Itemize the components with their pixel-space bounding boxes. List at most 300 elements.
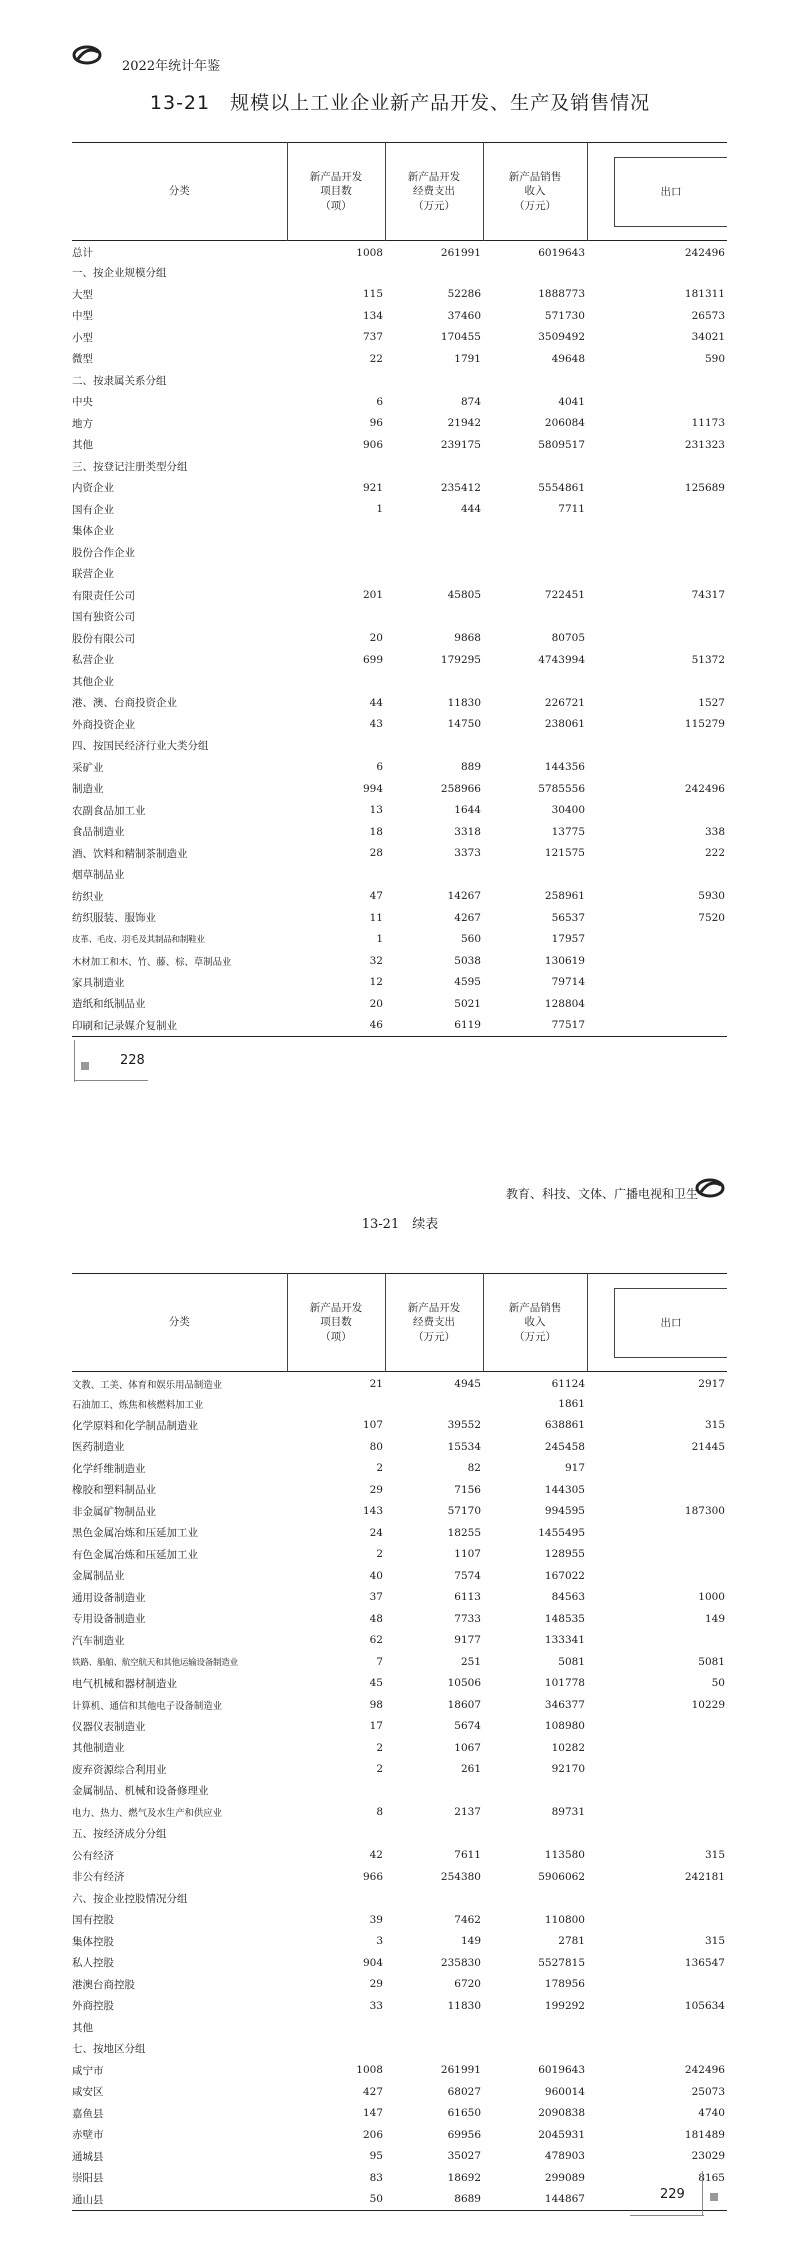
table-row — [72, 1759, 727, 1781]
table-row — [72, 1479, 727, 1501]
cell-expense: 889 — [460, 761, 481, 774]
cell-projects: 48 — [369, 1612, 383, 1625]
cell-revenue: 30400 — [551, 804, 585, 817]
row-label: 其他企业 — [72, 675, 114, 688]
cell-export: 7520 — [698, 911, 725, 924]
cell-expense: 235830 — [440, 1956, 481, 1969]
row-label: 家具制造业 — [72, 976, 125, 989]
row-label: 港、澳、台商投资企业 — [72, 697, 177, 710]
cell-expense: 261991 — [440, 2064, 481, 2077]
table-row — [72, 2060, 727, 2082]
table-row — [72, 434, 727, 456]
cell-revenue: 144867 — [483, 2189, 587, 2211]
table-row — [72, 2124, 727, 2146]
table-row — [72, 606, 727, 628]
row-label: 中型 — [72, 310, 93, 323]
cell-expense: 11830 — [447, 696, 481, 709]
row-label: 通山县 — [72, 2189, 287, 2211]
row-label: 纺织服装、服饰业 — [72, 912, 156, 925]
cell-projects: 24 — [369, 1526, 383, 1539]
cell-revenue: 17957 — [551, 933, 585, 946]
cell-export — [587, 628, 727, 650]
cell-revenue — [483, 542, 587, 564]
cell-revenue: 5809517 — [538, 438, 585, 451]
data-table — [72, 1273, 727, 2211]
cell-expense: 149 — [460, 1935, 481, 1948]
cell-projects: 6 — [376, 395, 383, 408]
row-label: 股份有限公司 — [72, 632, 135, 645]
cell-expense: 7574 — [454, 1569, 481, 1582]
cell-export — [587, 1458, 727, 1480]
cell-export: 21445 — [691, 1440, 725, 1453]
cell-projects — [287, 2017, 385, 2039]
cell-projects: 96 — [369, 417, 383, 430]
table-row — [72, 1673, 727, 1695]
page-number: 228 — [120, 1053, 145, 1068]
cell-projects: 37 — [369, 1591, 383, 1604]
cell-revenue: 77517 — [483, 1015, 587, 1037]
table-row — [72, 262, 727, 284]
cell-export: 181489 — [684, 2128, 725, 2141]
row-label: 私营企业 — [72, 654, 114, 667]
cell-projects: 7 — [376, 1655, 383, 1668]
cell-expense: 179295 — [440, 653, 481, 666]
header-projects: 新产品开发 项目数 （项） — [287, 143, 385, 241]
table-row — [72, 2017, 727, 2039]
cell-expense: 261 — [460, 1763, 481, 1776]
cell-expense: 39552 — [447, 1419, 481, 1432]
table-row — [72, 1415, 727, 1437]
cell-revenue: 478903 — [544, 2150, 585, 2163]
table-row — [72, 585, 727, 607]
header-export: 出口 — [614, 157, 727, 227]
cell-export — [587, 262, 727, 284]
cell-projects: 1 — [376, 933, 383, 946]
cell-projects: 2 — [376, 1548, 383, 1561]
cell-projects — [287, 1393, 385, 1415]
cell-export: 4740 — [698, 2107, 725, 2120]
row-label: 内资企业 — [72, 482, 114, 495]
row-label: 外商投资企业 — [72, 718, 135, 731]
row-label: 计算机、通信和其他电子设备制造业 — [72, 1700, 223, 1712]
cell-revenue: 206084 — [544, 417, 585, 430]
row-label: 金属制品、机械和设备修理业 — [72, 1785, 209, 1798]
cell-revenue: 128804 — [544, 997, 585, 1010]
row-label: 橡胶和塑料制品业 — [72, 1484, 156, 1497]
cell-expense: 239175 — [440, 438, 481, 451]
cell-revenue: 113580 — [544, 1849, 585, 1862]
cell-revenue: 5081 — [558, 1655, 585, 1668]
cell-projects: 98 — [369, 1698, 383, 1711]
cell-export — [587, 735, 727, 757]
cell-expense — [385, 262, 483, 284]
cell-expense: 18255 — [447, 1526, 481, 1539]
row-label: 食品制造业 — [72, 826, 125, 839]
table-row — [72, 1372, 727, 1394]
cell-revenue: 56537 — [551, 911, 585, 924]
cell-revenue — [483, 2038, 587, 2060]
cell-projects: 20 — [369, 632, 383, 645]
row-label: 化学原料和化学制品制造业 — [72, 1419, 198, 1432]
cell-projects: 18 — [369, 825, 383, 838]
cell-revenue: 4743994 — [538, 653, 585, 666]
cell-expense: 7462 — [454, 1913, 481, 1926]
cell-expense — [385, 606, 483, 628]
row-label: 其他 — [72, 439, 93, 452]
row-label: 通用设备制造业 — [72, 1591, 146, 1604]
cell-expense: 5038 — [454, 954, 481, 967]
cell-export — [587, 972, 727, 994]
cell-export: 181311 — [684, 288, 725, 301]
cell-export: 25073 — [691, 2085, 725, 2098]
cell-export: 26573 — [691, 309, 725, 322]
page-corner-line — [74, 1040, 75, 1082]
cell-projects: 62 — [369, 1634, 383, 1647]
row-label: 铁路、船舶、航空航天和其他运输设备制造业 — [72, 1657, 238, 1668]
cell-export: 136547 — [684, 1956, 725, 1969]
cell-revenue: 6019643 — [538, 246, 585, 259]
cell-revenue — [483, 520, 587, 542]
cell-expense: 6720 — [454, 1978, 481, 1991]
cell-expense: 15534 — [447, 1440, 481, 1453]
cell-projects: 1008 — [356, 2064, 383, 2077]
cell-export: 2917 — [698, 1377, 725, 1390]
cell-export — [587, 800, 727, 822]
cell-export — [587, 950, 727, 972]
cell-projects — [287, 735, 385, 757]
row-label: 公有经济 — [72, 1849, 114, 1862]
cell-expense: 4595 — [454, 976, 481, 989]
cell-export: 590 — [704, 352, 725, 365]
cell-expense: 251 — [460, 1655, 481, 1668]
table-row — [72, 671, 727, 693]
cell-revenue: 49648 — [551, 352, 585, 365]
page-corner-mark — [710, 2193, 718, 2201]
cell-expense: 235412 — [440, 481, 481, 494]
table-row — [72, 1651, 727, 1673]
table-row — [72, 499, 727, 521]
row-label: 采矿业 — [72, 761, 104, 774]
row-label: 有限责任公司 — [72, 589, 135, 602]
cell-expense: 1107 — [454, 1548, 481, 1561]
table-row — [72, 305, 727, 327]
cell-export: 222 — [704, 847, 725, 860]
cell-revenue: 5785556 — [538, 782, 585, 795]
table-row — [72, 2167, 727, 2189]
cell-export — [587, 1974, 727, 1996]
row-label: 联营企业 — [72, 568, 114, 581]
yearbook-header: 2022年统计年鉴 — [122, 59, 221, 74]
row-label: 私人控股 — [72, 1957, 114, 1970]
cell-expense: 261991 — [440, 246, 481, 259]
cell-expense: 444 — [460, 503, 481, 516]
cell-projects: 134 — [362, 309, 383, 322]
header-expense: 新产品开发 经费支出 （万元） — [385, 1274, 483, 1372]
table-row — [72, 1458, 727, 1480]
cell-export — [587, 1759, 727, 1781]
cell-expense: 6119 — [385, 1015, 483, 1037]
row-label: 嘉鱼县 — [72, 2107, 104, 2120]
row-label: 电力、热力、燃气及水生产和供应业 — [72, 1808, 223, 1820]
table-row — [72, 1995, 727, 2017]
cell-export — [587, 929, 727, 951]
cell-projects: 201 — [362, 589, 383, 602]
cell-expense: 5021 — [454, 997, 481, 1010]
table-row — [72, 972, 727, 994]
cell-expense: 254380 — [440, 1870, 481, 1883]
header-category: 分类 — [72, 1274, 287, 1372]
cell-projects: 147 — [362, 2107, 383, 2120]
row-label: 有色金属冶炼和压延加工业 — [72, 1548, 198, 1561]
row-label: 金属制品业 — [72, 1570, 125, 1583]
row-label: 印刷和记录媒介复制业 — [72, 1015, 287, 1037]
table-row — [72, 456, 727, 478]
table-row — [72, 1845, 727, 1867]
cell-expense: 7733 — [454, 1612, 481, 1625]
cell-revenue: 1455495 — [538, 1526, 585, 1539]
row-label: 其他 — [72, 2021, 93, 2034]
cell-export — [587, 606, 727, 628]
table-row — [72, 1522, 727, 1544]
cell-revenue — [483, 2017, 587, 2039]
table-row — [72, 692, 727, 714]
header-export-group — [587, 1274, 727, 1372]
table-row — [72, 413, 727, 435]
row-label: 国有控股 — [72, 1914, 114, 1927]
cell-projects: 3 — [376, 1935, 383, 1948]
cell-projects: 28 — [369, 847, 383, 860]
cell-revenue: 638861 — [544, 1419, 585, 1432]
cell-expense — [385, 2017, 483, 2039]
table-row — [72, 714, 727, 736]
cell-export — [587, 1802, 727, 1824]
cell-projects: 699 — [362, 653, 383, 666]
cell-revenue: 258961 — [544, 890, 585, 903]
cell-export — [587, 2038, 727, 2060]
cell-expense: 874 — [460, 395, 481, 408]
data-table — [72, 142, 727, 1037]
table-row — [72, 241, 727, 263]
header-expense: 新产品开发 经费支出 （万元） — [385, 143, 483, 241]
cell-expense: 57170 — [447, 1505, 481, 1518]
row-label: 港澳台商控股 — [72, 1978, 135, 1991]
cell-projects: 29 — [369, 1978, 383, 1991]
row-label: 皮革、毛皮、羽毛及其制品和制鞋业 — [72, 935, 205, 946]
cell-expense: 4945 — [454, 1377, 481, 1390]
row-label: 赤壁市 — [72, 2129, 104, 2142]
table-row — [72, 1544, 727, 1566]
cell-export: 34021 — [691, 331, 725, 344]
cell-projects: 11 — [369, 911, 383, 924]
cell-revenue: 80705 — [551, 632, 585, 645]
cell-projects: 2 — [376, 1763, 383, 1776]
cell-revenue: 4041 — [558, 395, 585, 408]
cell-revenue: 101778 — [544, 1677, 585, 1690]
table-title: 13-21 续表 — [361, 1217, 439, 1232]
row-label: 电气机械和器材制造业 — [72, 1677, 177, 1690]
cell-projects: 427 — [362, 2085, 383, 2098]
row-label: 国有企业 — [72, 503, 114, 516]
cell-export — [587, 1544, 727, 1566]
cell-export: 115279 — [684, 718, 725, 731]
cell-export: 187300 — [684, 1505, 725, 1518]
cell-projects: 143 — [362, 1505, 383, 1518]
row-label: 总计 — [72, 247, 93, 259]
row-label: 通城县 — [72, 2150, 104, 2163]
row-label: 化学纤维制造业 — [72, 1462, 146, 1475]
cell-expense — [385, 1888, 483, 1910]
cell-expense: 5674 — [454, 1720, 481, 1733]
table-row — [72, 864, 727, 886]
cell-export — [587, 563, 727, 585]
cell-revenue: 1888773 — [538, 288, 585, 301]
cell-export: 51372 — [691, 653, 725, 666]
cell-expense: 1067 — [454, 1741, 481, 1754]
header-category: 分类 — [72, 143, 287, 241]
cell-projects: 40 — [369, 1569, 383, 1582]
row-label: 集体控股 — [72, 1935, 114, 1948]
cell-projects: 80 — [369, 1440, 383, 1453]
cell-projects: 12 — [369, 976, 383, 989]
cell-revenue: 5906062 — [538, 1870, 585, 1883]
row-label: 农副食品加工业 — [72, 804, 146, 817]
cell-export: 5081 — [698, 1655, 725, 1668]
row-label: 五、按经济成分分组 — [72, 1828, 167, 1841]
page-number: 229 — [660, 2187, 685, 2202]
cell-revenue: 10282 — [551, 1741, 585, 1754]
cell-expense: 4267 — [454, 911, 481, 924]
cell-expense: 69956 — [447, 2128, 481, 2141]
row-label: 废弃资源综合利用业 — [72, 1763, 167, 1776]
row-label: 六、按企业控股情况分组 — [72, 1892, 188, 1905]
cell-projects: 904 — [362, 1956, 383, 1969]
cell-export: 231323 — [684, 438, 725, 451]
row-label: 仪器仪表制造业 — [72, 1720, 146, 1733]
cell-revenue: 994595 — [544, 1505, 585, 1518]
table-row — [72, 563, 727, 585]
table-row — [72, 2189, 727, 2211]
cell-revenue — [483, 456, 587, 478]
cell-projects: 29 — [369, 1483, 383, 1496]
cell-revenue: 148535 — [544, 1612, 585, 1625]
cell-projects: 22 — [369, 352, 383, 365]
cell-revenue: 144356 — [544, 761, 585, 774]
cell-revenue: 960014 — [544, 2085, 585, 2098]
cell-export: 338 — [704, 825, 725, 838]
cell-revenue: 133341 — [544, 1634, 585, 1647]
table-row — [72, 1393, 727, 1415]
table-row — [72, 391, 727, 413]
cell-export — [587, 456, 727, 478]
row-label: 制造业 — [72, 783, 104, 796]
row-label: 中央 — [72, 396, 93, 409]
cell-export — [587, 1888, 727, 1910]
row-label: 崇阳县 — [72, 2172, 104, 2185]
cell-revenue: 13775 — [551, 825, 585, 838]
cell-export: 242496 — [684, 2064, 725, 2077]
cell-export: 23029 — [691, 2150, 725, 2163]
table-row — [72, 950, 727, 972]
table-row — [72, 327, 727, 349]
cell-expense: 18692 — [447, 2171, 481, 2184]
cell-revenue: 121575 — [544, 847, 585, 860]
cell-expense: 82 — [467, 1462, 481, 1475]
cell-projects — [287, 1780, 385, 1802]
cell-revenue: 144305 — [544, 1483, 585, 1496]
cell-expense: 35027 — [447, 2150, 481, 2163]
table-row — [72, 520, 727, 542]
cell-projects — [287, 542, 385, 564]
cell-projects: 44 — [369, 696, 383, 709]
cell-revenue: 571730 — [544, 309, 585, 322]
cell-projects: 13 — [369, 804, 383, 817]
cell-projects — [287, 606, 385, 628]
cell-projects: 20 — [369, 997, 383, 1010]
table-row — [72, 2146, 727, 2168]
cell-expense: 3373 — [454, 847, 481, 860]
cell-revenue: 346377 — [544, 1698, 585, 1711]
cell-projects — [287, 563, 385, 585]
row-label: 非金属矿物制品业 — [72, 1505, 156, 1518]
table-row — [72, 542, 727, 564]
row-label: 咸安区 — [72, 2086, 104, 2099]
cell-revenue — [483, 606, 587, 628]
cell-revenue — [483, 1780, 587, 1802]
cell-export — [587, 1737, 727, 1759]
cell-export — [587, 2017, 727, 2039]
cell-export: 50 — [711, 1677, 725, 1690]
cell-export — [587, 757, 727, 779]
cell-projects: 46 — [287, 1015, 385, 1037]
row-label: 黑色金属冶炼和压延加工业 — [72, 1527, 198, 1540]
cell-expense — [385, 370, 483, 392]
cell-revenue: 238061 — [544, 718, 585, 731]
table-row — [72, 1823, 727, 1845]
cell-projects: 6 — [376, 761, 383, 774]
cell-expense: 7611 — [454, 1849, 481, 1862]
cell-export — [587, 1823, 727, 1845]
cell-projects — [287, 520, 385, 542]
cell-expense — [385, 520, 483, 542]
cell-expense: 14750 — [447, 718, 481, 731]
cell-projects — [287, 262, 385, 284]
cell-expense — [385, 542, 483, 564]
table-row — [72, 778, 727, 800]
cell-revenue: 2781 — [558, 1935, 585, 1948]
cell-revenue — [483, 563, 587, 585]
table-row — [72, 2081, 727, 2103]
table-row — [72, 843, 727, 865]
cell-expense — [385, 2038, 483, 2060]
row-label: 国有独资公司 — [72, 611, 135, 624]
cell-projects: 95 — [369, 2150, 383, 2163]
row-label: 咸宁市 — [72, 2064, 104, 2077]
cell-expense — [385, 1823, 483, 1845]
page-corner-line — [74, 1080, 148, 1081]
cell-projects: 1008 — [356, 246, 383, 259]
cell-export — [587, 993, 727, 1015]
cell-projects: 1 — [376, 503, 383, 516]
cell-expense: 560 — [460, 933, 481, 946]
cell-export: 5930 — [698, 890, 725, 903]
cell-expense: 21942 — [447, 417, 481, 430]
table-row — [72, 1802, 727, 1824]
cell-expense — [385, 671, 483, 693]
row-label: 大型 — [72, 288, 93, 301]
cell-revenue — [483, 671, 587, 693]
table-row — [72, 649, 727, 671]
table-title: 13-21 规模以上工业企业新产品开发、生产及销售情况 — [149, 92, 651, 114]
